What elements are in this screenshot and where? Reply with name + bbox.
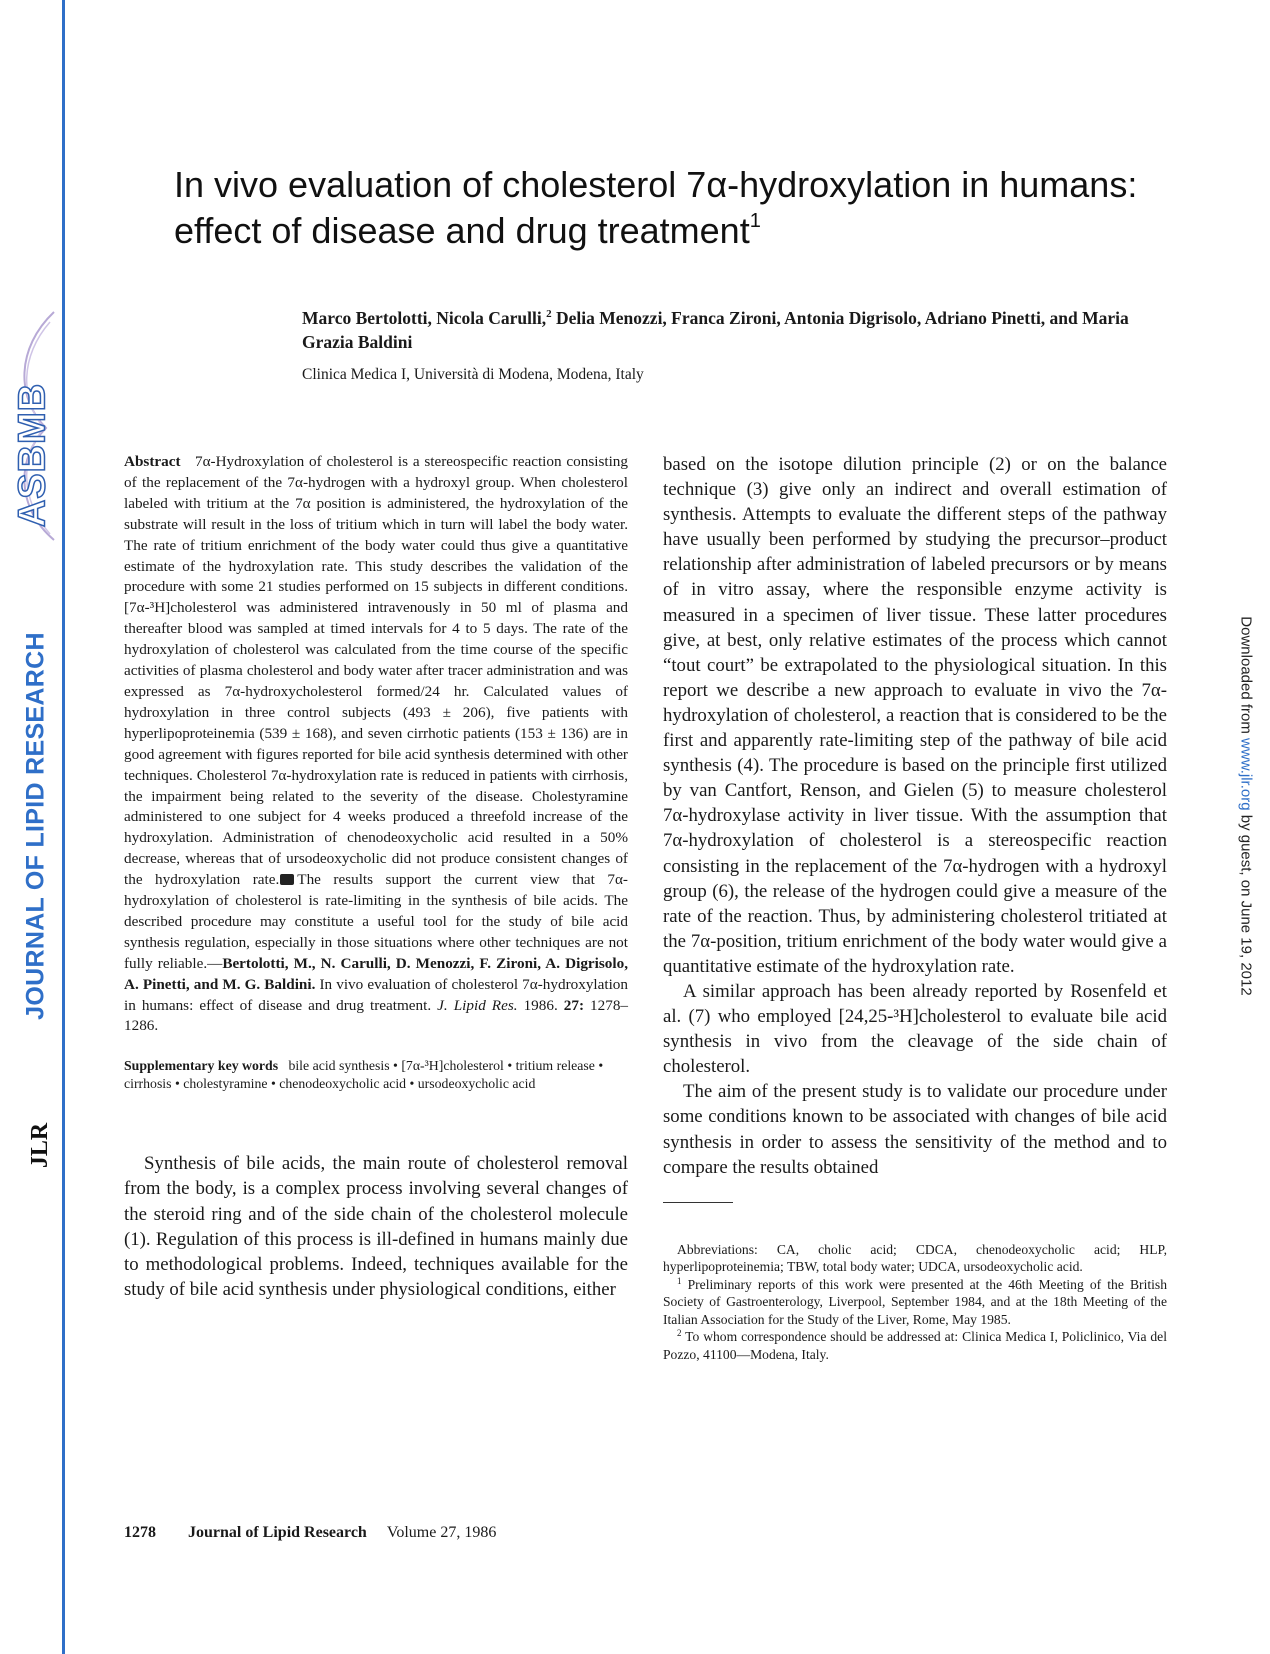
abstract	[124, 452, 628, 1037]
footer-journal: Journal of Lipid Research	[188, 1524, 367, 1541]
article-title	[174, 162, 1154, 254]
footnote-2	[663, 1328, 1167, 1363]
affiliation: Clinica Medica I, Università di Modena, Modena, Italy	[302, 366, 644, 383]
download-note	[1238, 616, 1255, 995]
citation-journal: J. Lipid Res.	[437, 996, 518, 1014]
author-list	[302, 306, 1142, 354]
keywords-text: bile acid synthesis • [7α-³H]cholesterol • tritium release • cirrhosis • cholestyramine • chenodeoxycholic acid • ursodeoxycholic acid	[124, 1058, 604, 1092]
footnote-2-text: To whom correspondence should be addressed at: Clinica Medica I, Policlinico, Via del Pozzo, 41100—Modena, Italy.	[663, 1329, 1167, 1362]
citation-title: In vivo evaluation of cholesterol 7α-hydroxylation in humans: effect of disease and drug treatment.	[124, 975, 628, 1014]
abstract-text-2: The results support the current view that 7α-hydroxylation of cholesterol is rate-limiting in the synthesis of bile acids. The described procedure may constitute a useful tool for the study of bile acid synthesis regulation, especially in those situations where other techniques are not fully reliable.—	[124, 871, 628, 972]
left-column	[124, 452, 628, 1302]
footnote-1	[663, 1276, 1167, 1329]
footnotes	[663, 1241, 1167, 1364]
download-link[interactable]: www.jlr.org	[1237, 738, 1255, 811]
title-text: In vivo evaluation of cholesterol 7α-hydroxylation in humans: effect of disease and drug treatment	[174, 164, 1138, 251]
footnote-divider	[663, 1202, 733, 1203]
left-margin-rule	[62, 0, 65, 1654]
supplementary-material-icon[interactable]	[280, 874, 294, 885]
citation-volume: 27:	[563, 996, 585, 1014]
body-paragraph-3: The aim of the present study is to validate our procedure under some conditions known to be associated with changes of bile acid synthesis in order to assess the sensitivity of the method and to compare the results obtained	[663, 1081, 1167, 1178]
citation-year: 1986.	[517, 996, 564, 1014]
right-column	[663, 452, 1167, 1363]
authors-part2: Delia Menozzi, Franca Zironi, Antonia Digrisolo, Adriano Pinetti, and Maria Grazia Baldini	[302, 308, 1129, 352]
journal-name-vertical: JOURNAL OF LIPID RESEARCH	[21, 632, 50, 1020]
footnote-1-text: Preliminary reports of this work were presented at the 46th Meeting of the British Society of Gastroenterology, Liverpool, September 1984, and at the 18th Meeting of the Italian Association for the Study of the Liver, Rome, May 1985.	[663, 1276, 1167, 1327]
download-note-suffix: by guest, on June 19, 2012	[1237, 810, 1255, 996]
page-footer	[124, 1524, 496, 1542]
authors-part1: Marco Bertolotti, Nicola Carulli,	[302, 308, 547, 328]
asbmb-logo-text: ASBMB	[11, 382, 54, 528]
citation-pages: 1278–1286.	[124, 996, 629, 1035]
footnote-2-mark: 2	[677, 1328, 682, 1339]
download-note-prefix: Downloaded from	[1237, 616, 1255, 739]
intro-paragraph: Synthesis of bile acids, the main route of cholesterol removal from the body, is a complex process involving several changes of the steroid ring and of the side chain of the cholesterol molecule (1). Regulation of this process is ill-defined in humans mainly due to methodological problems. Indeed, techniques available for the study of bile acid synthesis under physiological conditions, either	[124, 1153, 628, 1300]
abstract-text-1: 7α-Hydroxylation of cholesterol is a stereospecific reaction consisting of the replacement of the 7α-hydrogen with a hydroxyl group. When cholesterol labeled with tritium at the 7α position is administered, the hydroxylation of the substrate will result in the loss of tritium which in turn will label the body water. The rate of tritium enrichment of the body water could thus give a quantitative estimate of the hydroxylation rate. This study describes the validation of the procedure with some 21 studies performed on 15 subjects in different conditions. [7α-³H]cholesterol was administered intravenously in 50 ml of plasma and thereafter blood was sampled at timed intervals for 4 to 5 days. The rate of the hydroxylation of cholesterol was calculated from the time course of the specific activities of plasma cholesterol and body water after tracer administration and was expressed as 7α-hydroxycholesterol formed/24 hr. Calculated values of hydroxylation in three control subjects (493 ± 206), five patients with hyperlipoproteinemia (539 ± 168), and seven cirrhotic patients (153 ± 136) are in good agreement with figures reported for bile acid synthesis determined with other techniques. Cholesterol 7α-hydroxylation rate is reduced in patients with cirrhosis, the impairment being related to the severity of the disease. Cholestyramine administered to one subject for 4 weeks produced a threefold increase of the hydroxylation. Administration of chenodeoxycholic acid resulted in a 50% decrease, whereas that of ursodeoxycholic did not produce consistent changes of the hydroxylation rate.	[124, 453, 628, 889]
keywords	[124, 1057, 628, 1093]
title-footnote-mark: 1	[749, 210, 761, 232]
abstract-label: Abstract	[124, 453, 181, 470]
body-paragraph-2: A similar approach has been already reported by Rosenfeld et al. (7) who employed [24,25-³H]cholesterol to evaluate bile acid synthesis in vivo from the cleavage of the side chain of cholesterol.	[663, 980, 1167, 1078]
citation-authors: Bertolotti, M., N. Carulli, D. Menozzi, F. Zironi, A. Digrisolo, A. Pinetti, and M. G. Baldini.	[124, 954, 629, 993]
page-number: 1278	[124, 1524, 156, 1541]
author-footnote-mark: 2	[546, 308, 552, 320]
keywords-label: Supplementary key words	[124, 1058, 279, 1074]
footer-volume: Volume 27, 1986	[386, 1524, 497, 1541]
body-paragraph-1: based on the isotope dilution principle (2) or on the balance technique (3) give only an indirect and overall estimation of synthesis. Attempts to evaluate the different steps of the pathway have usually been performed by studying the precursor–product relationship after administration of labeled precursors or by means of in vitro assay, where the responsible enzyme activity is measured in a specimen of liver tissue. These latter procedures give, at best, only relative estimates of the process which cannot “tout court” be extrapolated to the physiological situation. In this report we describe a new approach to evaluate in vivo the 7α-hydroxylation of cholesterol, a reaction that is considered to be the first and apparently rate-limiting step of the pathway of bile acid synthesis (4). The procedure is based on the principle first utilized by van Cantfort, Renson, and Gielen (5) to measure cholesterol 7α-hydroxylase activity in liver tissue. With the assumption that 7α-hydroxylation of cholesterol is a stereospecific reaction consisting in the replacement of the 7α-hydrogen with a hydroxyl group (6), the release of the hydrogen could give a measure of the rate of the reaction. Thus, by administering cholesterol tritiated at the 7α-position, tritium enrichment of the body water would give a quantitative estimate of the hydroxylation rate.	[663, 454, 1167, 977]
footnote-abbreviations: Abbreviations: CA, cholic acid; CDCA, chenodeoxycholic acid; HLP, hyperlipoproteinemia; TBW, total body water; UDCA, ursodeoxycholic acid.	[663, 1241, 1167, 1275]
footnote-1-mark: 1	[677, 1275, 682, 1286]
jlr-logo: JLR	[27, 1122, 54, 1169]
